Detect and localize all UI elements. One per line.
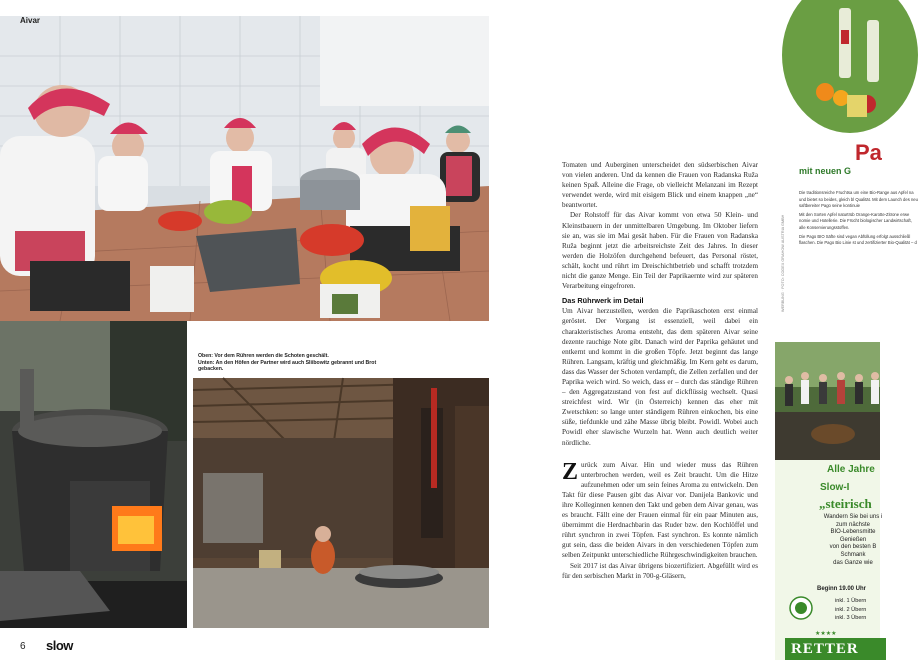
ad-retter-desc-line: Genießen (839, 536, 867, 543)
ad-retter-title: Alle Jahre (827, 464, 875, 475)
ad-retter-start-time: Beginn 19.00 Uhr (817, 586, 867, 592)
ad-retter-photo (775, 342, 880, 460)
ad-pago-body (799, 190, 919, 249)
drop-cap: Z (562, 458, 579, 485)
ad-retter-description (803, 514, 903, 567)
magazine-logo: slow (46, 638, 73, 653)
ad-pago-credit: WERBUNG · FOTO: CODEX GRAHOW AUSTRIA GMBH (781, 214, 785, 312)
ad-retter-event-name: „steirisch (819, 496, 872, 511)
retter-logo: RETTER (785, 638, 886, 660)
photo-cauldron-fire (0, 321, 187, 628)
ad-pago (775, 0, 918, 325)
ad-retter-packages (835, 597, 866, 623)
ad-retter-desc-line: das Ganze wie (833, 559, 873, 566)
ad-retter-desc-line: von den besten B (829, 544, 877, 551)
photo-barn-interior (193, 378, 489, 628)
ad-retter-package: inkl. 3 Übern (835, 615, 867, 622)
article-paragraph: Der Rohstoff für das Aivar kommt von etwa 50 Klein- und Kleinstbauern in der unmittelbaren Umgebung. Im Oktober liefern sie an, was sie im Mai gesät haben. Für die Frauen von Radanska Ruža beginnt jetzt die arbeitsreichste Zeit des Jahres. In dieser werden die Holzöfen durchgehend befeuert, das Personal röstet, schält, kocht und rührt im Dreischichtbetrieb und schafft trotzdem nicht die ganze Menge. Ein Teil der Paprikaernte wird zur späteren Verarbeitung eingefroren. (562, 211, 758, 291)
article-paragraph: Seit 2017 ist das Aivar übrigens biozertifiziert. Abgefüllt wird es für den serbischen Markt in 700-g-Gläsern, (562, 561, 758, 580)
ad-pago-body-text: Die Pago BIO Säfte sind vegan Abfüllung erfolgt ausschließl flaschen. Die Pago Bio Linie st und zertifizierter Bio-Qualität – d (799, 233, 917, 246)
ad-pago-body-text: Mit den Sorten Apfel naturtrüb Orange-Karotte-Zitrone erwe nomie und Hotellerie. Die Frücht biologischer Landwirtschaft, alle Konservierungsstoffen. (799, 211, 912, 230)
ad-retter (775, 342, 883, 660)
ad-retter-desc-line: Schmank (840, 551, 866, 558)
article-column (562, 160, 758, 581)
ad-retter-desc-line: zum nächste (835, 521, 871, 528)
article-paragraph-dropcap (562, 460, 758, 561)
photo-caption (198, 353, 390, 373)
photo-kitchen-women (0, 16, 489, 321)
ad-pago-headline: Pa (855, 140, 882, 165)
bio-seal-icon (789, 596, 813, 620)
ad-retter-package: inkl. 1 Übern (835, 598, 867, 604)
ad-pago-photo (775, 0, 880, 135)
caption-line-top: Oben: Vor dem Rühren werden die Schoten geschält. (198, 353, 329, 359)
section-tag: Aivar (20, 16, 41, 25)
article-subheading: Das Rührwerk im Detail (562, 296, 644, 306)
ad-retter-desc-line: Wandern Sie bei uns i (823, 514, 883, 520)
ad-retter-desc-line: BIO-Lebensmitte (830, 529, 876, 536)
caption-line-bottom: Unten: An den Höfen der Partner wird auch Sliibowitz gebrannt und Brot gebacken. (198, 359, 377, 373)
ad-retter-subtitle: Slow-I (820, 482, 850, 493)
hotel-stars: ★★★★ (815, 631, 837, 637)
ad-retter-package: inkl. 2 Übern (835, 606, 867, 613)
page-number: 6 (20, 641, 26, 652)
article-paragraph-text: urück zum Aivar. Hin und wieder muss das Rühren unterbrochen werden, weil es Zeit braucht. Um die Hitze aufzunehmen oder um sein feines Aroma zu entwickeln. Den Takt für diese Pausen gibt das Aivar vor. Danijela Bankovic und ihre Kolleginnen kennen den Takt und geben dem Aivar genau, was es braucht. Fällt eine der Frauen einmal für ein paar Minuten aus, übernimmt die Herdnachbarin das Ruder bzw. den Kochlöffel und rührt synchron in zwei Töpfen. Fast synchron. Es konnte nämlich gut sein, dass die beiden Aivars in den verschiedenen Töpfen zum selben Zeitpunkt unterschiedliche Rührgeschwindigkeiten brauchen. (562, 460, 758, 560)
article-paragraph: Tomaten und Auberginen unterscheidet den südserbischen Aivar von vielen anderen. Und da kennen die Frauen von Radanska Ruža keinen Spaß. Alleine die Frage, ob vielleicht Melanzani im Rezept verwendet werde, wird mit eisigem Blick und einem knappen „ne“ beantwortet. (562, 161, 758, 210)
ad-pago-subline: mit neuen G (799, 166, 852, 176)
ad-pago-body-text: Die traditionsreiche Fruchtsa um eine Bio-Range aus Apfel na und bietet so beides, gleich bl Qualität. Mit dem Launch des neu saftbereiter Pago seine kontinuie (799, 190, 918, 209)
article-paragraph: Um Aivar herzustellen, werden die Paprikaschoten erst einmal geröstet. Der Vorgang ist essenziell, weil dabei ein charakteristisches Aroma entsteht, das dem späteren Aivar seine dezente rauchige Note gibt. Danach wird der Paprika gehäutet und entkernt und kommt in die großen Töpfe. Jetzt beginnt das lange Rühren. Langsam, kräftig und gleichmäßig. Im Kern geht es darum, dass das Wasser der Schoten verdampft, die Zellen zerfallen und der Paprika weich wird. So weich, dass er – durch das ständige Rühren – den Aggregatzustand von fest auf dickflüssig wechselt. Quasi streichfest wird. Wir (in Österreich) kennen das eher mit Zwetschken: so lange unter ständigem Rühren einkochen, bis eine süße, tiefdunkle und zähe Masse übrig bleibt. Powidl. Wobei auch Powidl eher slawische Wurzeln hat. Wenn auch deutlich weiter nördliche. (562, 307, 758, 447)
